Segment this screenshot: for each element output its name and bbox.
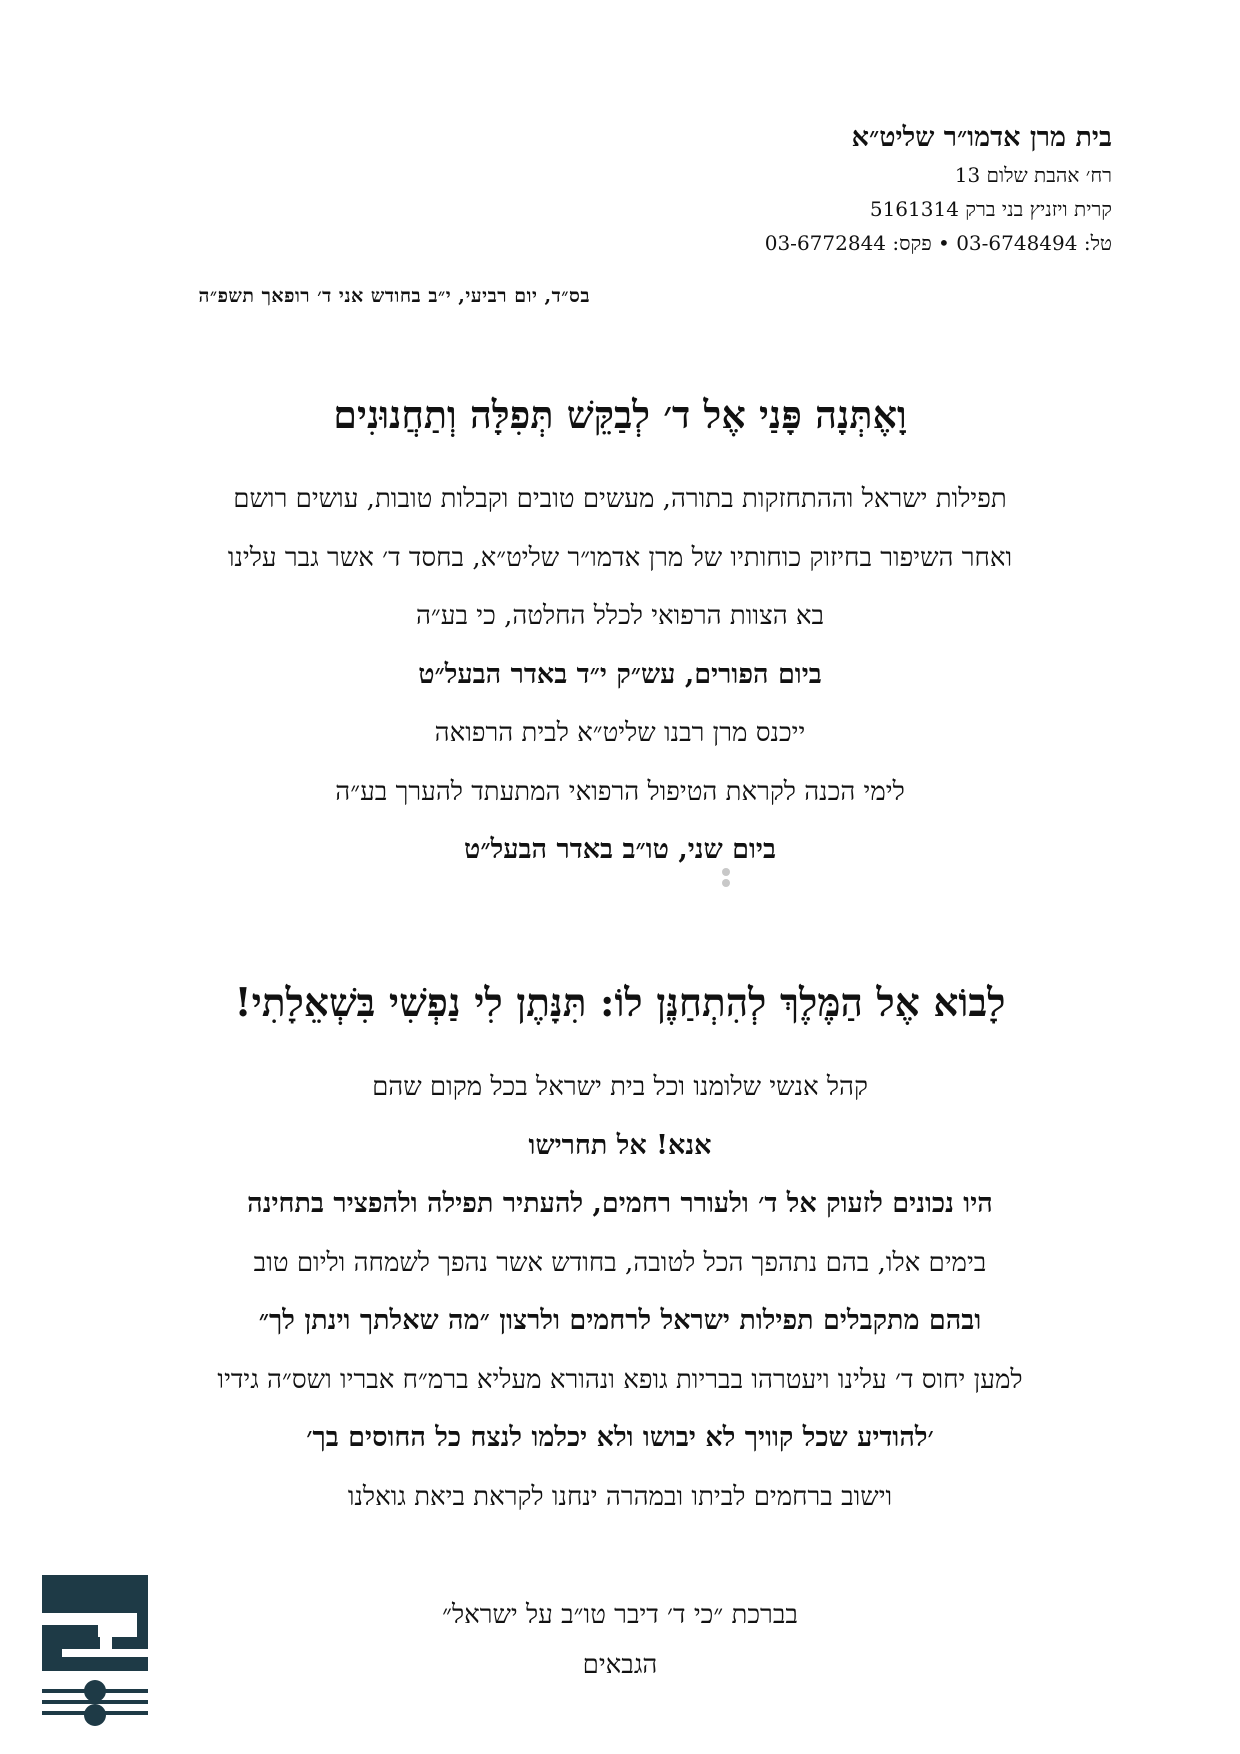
institution-logo [42, 1575, 148, 1727]
section2-line-bold: ובהם מתקבלים תפילות ישראל לרחמים ולרצון ״מה שאלתך וינתן לך״ [258, 1305, 982, 1336]
date-line: בס״ד, יום רביעי, י״ב בחודש אני ד׳ רופאך תשפ״ה [198, 285, 590, 307]
closing-signature: הגבאים [582, 1650, 658, 1680]
scroll-dots [722, 868, 730, 890]
section1-line: תפילות ישראל וההתחזקות בתורה, מעשים טובים וקבלות טובות, עושים רושם [233, 484, 1007, 514]
section2-line-bold: אנא! אל תחרישו [528, 1129, 712, 1161]
section2-line: קהל אנשי שלומנו וכל בית ישראל בכל מקום שהם [372, 1072, 868, 1102]
letterhead [692, 118, 1112, 260]
section1-heading: וָאֶתְּנָה פָּנַי אֶל ד׳ לְבַקֵּשׁ תְּפִלָּה וְתַחֲנוּנִים [333, 392, 907, 437]
section2-line: למען יחוס ד׳ עלינו ויעטרהו בבריות גופא ונהורא מעליא ברמ״ח אבריו ושס״ה גידיו [217, 1364, 1023, 1395]
section1-line: ואחר השיפור בחיזוק כוחותיו של מרן אדמו״ר שליט״א, בחסד ד׳ אשר גבר עלינו [227, 542, 1013, 573]
section2-body [100, 1058, 1140, 1526]
section1-body [100, 470, 1140, 880]
letterhead-phone: טל: 03-6748494 • פקס: 03-6772844 [764, 231, 1112, 255]
section2-line-bold: ׳להודיע שכל קוויך לא יבושו ולא יכלמו לנצח כל החוסים בך׳ [306, 1422, 934, 1453]
closing-blessing: בברכת ״כי ד׳ דיבר טו״ב על ישראל״ [442, 1600, 798, 1630]
section1-line: ייכנס מרן רבנו שליט״א לבית הרפואה [434, 718, 806, 748]
dot [722, 879, 730, 887]
closing [0, 1590, 1240, 1690]
section2-line: בימים אלו, בהם נתהפך הכל לטובה, בחודש אשר נהפך לשמחה וליום טוב [253, 1247, 987, 1278]
section1-line-bold: ביום שני, טו״ב באדר הבעל״ט [464, 834, 776, 865]
section1-line-bold: ביום הפורים, עש״ק י״ד באדר הבעל״ט [418, 658, 822, 690]
section2-line-bold: היו נכונים לזעוק אל ד׳ ולעורר רחמים, להעתיר תפילה ולהפציר בתחינה [247, 1188, 993, 1219]
section2-heading: לָבוֹא אֶל הַמֶּלֶךְ לְהִתְחַנֶּן לוֹ: תִּנָּתֶן לִי נַפְשִׁי בִּשְׁאֵלָתִי! [234, 980, 1006, 1026]
dot [722, 868, 730, 876]
letterhead-street: רח׳ אהבת שלום 13 [954, 163, 1112, 187]
letterhead-name: בית מרן אדמו״ר שליט״א [851, 122, 1112, 153]
letterhead-city: קרית ויזניץ בני ברק 5161314 [869, 197, 1112, 221]
section1-line: בא הצוות הרפואי לכלל החלטה, כי בע״ה [415, 601, 825, 631]
section2-line: וישוב ברחמים לביתו ובמהרה ינחנו לקראת ביאת גואלנו [347, 1481, 893, 1512]
section1-line: לימי הכנה לקראת הטיפול הרפואי המתעתד להערך בע״ה [335, 776, 905, 807]
